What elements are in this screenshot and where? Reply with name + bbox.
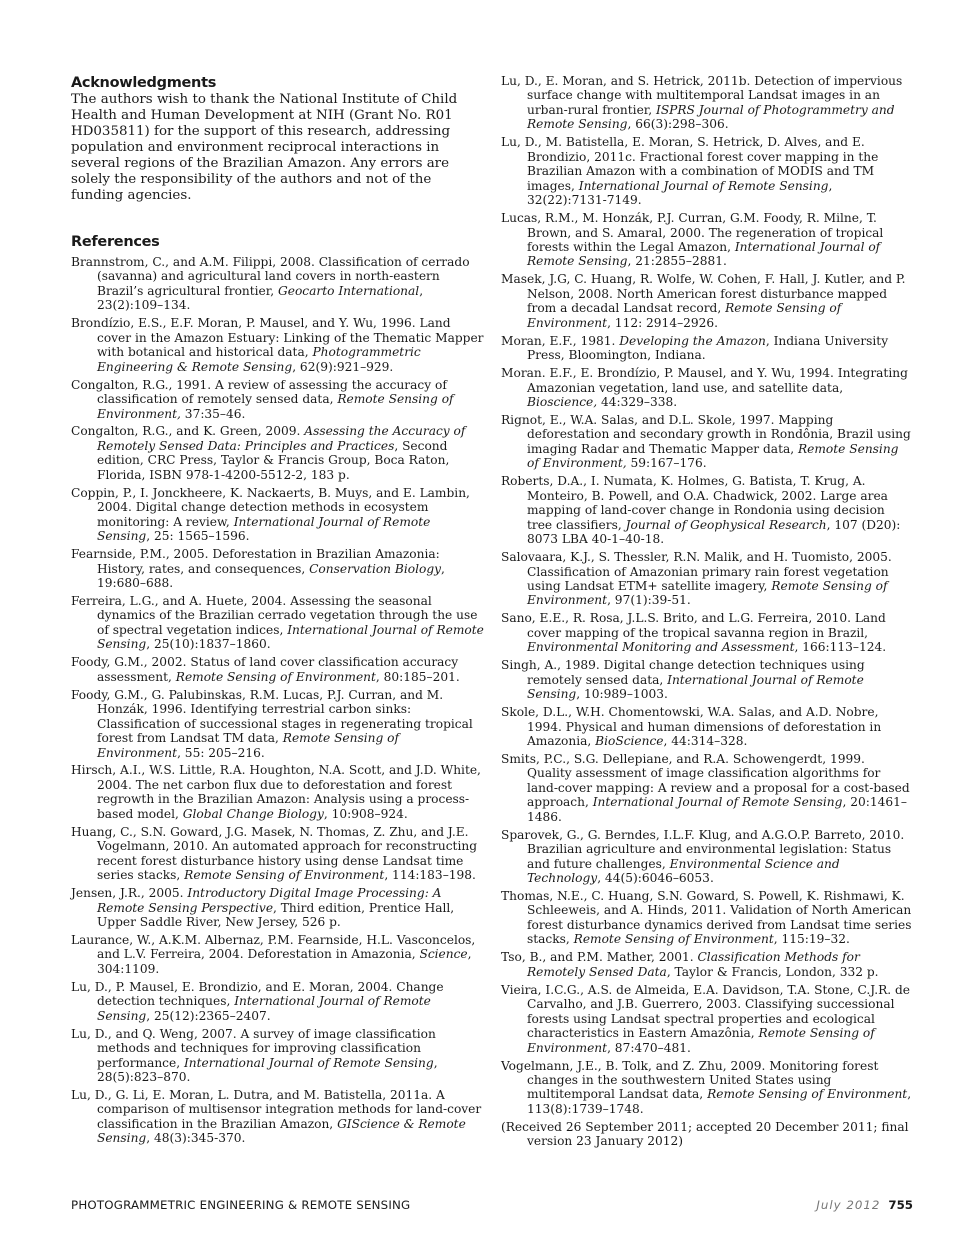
reference-text: Moran, E.F., 1981.	[501, 333, 620, 348]
reference-source: International Journal of Remote Sensing	[527, 239, 881, 269]
reference-text: Coppin, P., I. Jonckheere, K. Nackaerts, B. Muys, and E. Lambin, 2004. Digital change detection methods in ecosystem monitoring: A review,	[71, 485, 470, 529]
reference-text: Lu, D., E. Moran, and S. Hetrick, 2011b. Detection of impervious surface change with multitemporal Landsat images in an urban-rural frontier,	[501, 74, 903, 117]
reference-source: Remote Sensing of Environment	[707, 1087, 908, 1102]
reference-details: , 48(3):345-370.	[146, 1131, 246, 1146]
reference-item	[71, 1027, 485, 1085]
reference-source: Journal of Geophysical Research	[625, 517, 827, 532]
reference-item	[501, 135, 913, 207]
reference-text: Vogelmann, J.E., B. Tolk, and Z. Zhu, 2009. Monitoring forest changes in the southwestern United States using multitemporal Landsat data,	[501, 1058, 879, 1102]
reference-details: , 80:185–201.	[375, 669, 460, 684]
reference-item	[71, 1088, 485, 1146]
reference-details: 59:167–176.	[626, 456, 707, 471]
reference-source: International Journal of Remote Sensing	[183, 1055, 434, 1070]
reference-text: Congalton, R.G., and K. Green, 2009.	[71, 424, 305, 439]
reference-source: ISPRS Journal of Photogrammetry and Remote Sensing	[527, 102, 895, 132]
reference-item	[501, 889, 913, 947]
reference-details: , 66(3):298–306.	[627, 117, 729, 132]
reference-text: Thomas, N.E., C. Huang, S.N. Goward, S. Powell, K. Rishmawi, K. Schleeweis, and A. Hinds, 2011. Validation of North American forest disturbance dynamics derived from Landsat time series stacks,	[501, 889, 912, 947]
reference-item	[71, 594, 485, 652]
reference-details: , 25(10):1837–1860.	[146, 637, 271, 652]
reference-item	[71, 825, 485, 883]
reference-details: , 112: 2914–2926.	[607, 315, 719, 330]
reference-source: Bioscience,	[527, 395, 598, 410]
page-number: 755	[888, 1198, 913, 1212]
reference-item	[71, 655, 485, 684]
reference-source: Remote Sensing of Environment	[573, 932, 774, 947]
reference-source: International Journal of Remote Sensing	[97, 994, 431, 1023]
reference-source: Classification Methods for Remotely Sensed Data	[527, 950, 860, 979]
reference-details: , 97(1):39-51.	[607, 593, 691, 608]
reference-item	[501, 272, 913, 330]
reference-item	[71, 886, 485, 929]
reference-source: International Journal of Remote Sensing	[97, 514, 431, 544]
reference-source: International Journal of Remote Sensing	[527, 672, 864, 702]
reference-details: , 28(5):823–870.	[97, 1055, 438, 1085]
reference-text: Roberts, D.A., I. Numata, K. Holmes, G. Batista, T. Krug, A. Monteiro, B. Powell, and O.A. Chadwick, 2002. Large area mapping of land-cover change in Rondonia using decision tree classifiers,	[501, 474, 888, 532]
reference-details: , 87:470–481.	[607, 1040, 691, 1055]
reference-item	[501, 74, 913, 132]
reference-source: Remote Sensing of Environment	[527, 1026, 875, 1055]
reference-item	[501, 413, 913, 471]
acknowledgments-heading: Acknowledgments	[71, 75, 217, 91]
reference-text: Rignot, E., W.A. Salas, and D.L. Skole, 1997. Mapping deforestation and secondary growth in Rondônia, Brazil using imaging Radar and Thematic Mapper data,	[501, 412, 911, 456]
reference-list-right	[501, 74, 913, 1116]
reference-text: Brannstrom, C., and A.M. Filippi, 2008. Classification of cerrado (savanna) and agricultural land covers in north-eastern Brazil’s agricultural frontier,	[71, 255, 470, 298]
footer-date: July 2012	[816, 1198, 881, 1212]
reference-details: , 107 (D20): 8073 LBA 40-1–40-18.	[527, 517, 901, 547]
reference-item	[71, 980, 485, 1023]
reference-source: Remote Sensing of Environment,	[97, 392, 454, 421]
reference-item	[71, 486, 485, 544]
reference-item	[501, 705, 913, 748]
reference-source: Introductory Digital Image Processing: A Remote Sensing Perspective	[97, 886, 442, 915]
reference-source: Global Change Biology	[182, 806, 324, 821]
reference-text: Fearnside, P.M., 2005. Deforestation in Brazilian Amazonia: History, rates, and consequences,	[71, 547, 440, 576]
page-footer	[71, 1198, 913, 1218]
reference-details: , 21:2855–2881.	[627, 254, 727, 269]
reference-text: Ferreira, L.G., and A. Huete, 2004. Assessing the seasonal dynamics of the Brazilian cerrado vegetation through the use of spectral vegetation indices,	[71, 593, 478, 637]
reference-source: Science	[419, 947, 468, 962]
reference-item	[501, 828, 913, 886]
reference-text: Lu, D., P. Mausel, E. Brondizio, and E. Moran, 2004. Change detection techniques,	[71, 979, 444, 1009]
reference-source: Environmental Monitoring and Assessment	[527, 640, 795, 655]
reference-details: , 44(5):6046–6053.	[597, 871, 714, 886]
reference-item	[71, 547, 485, 590]
reference-item	[71, 763, 485, 821]
reference-source: Remote Sensing of Environment,	[527, 441, 899, 471]
reference-details: , 23(2):109–134.	[97, 283, 424, 313]
reference-item	[501, 1059, 913, 1117]
reference-source: Remote Sensing of Environment	[175, 669, 376, 684]
reference-details: , Taylor & Francis, London, 332 p.	[666, 964, 879, 979]
reference-item	[501, 950, 913, 979]
reference-source: International Journal of Remote Sensing	[97, 622, 484, 652]
reference-item	[71, 688, 485, 760]
right-column	[501, 74, 913, 1152]
reference-text: Sano, E.E., R. Rosa, J.L.S. Brito, and L.G. Ferreira, 2010. Land cover mapping of the tropical savanna region in Brazil,	[501, 611, 886, 640]
reference-text: Moran. E.F., E. Brondízio, P. Mausel, and Y. Wu, 1994. Integrating Amazonian vegetation, land use, and satellite data,	[501, 366, 908, 395]
reference-item	[501, 550, 913, 608]
reference-text: Skole, D.L., W.H. Chomentowski, W.A. Salas, and A.D. Nobre, 1994. Physical and human dimensions of deforestation in Amazonia,	[501, 705, 882, 748]
reference-item	[501, 366, 913, 409]
reference-text: Foody, G.M., G. Palubinskas, R.M. Lucas, P.J. Curran, and M. Honzák, 1996. Identifying terrestrial carbon sinks: Classification of successional stages in regenerating tropical forest from Landsat TM data,	[71, 687, 473, 746]
left-column	[71, 74, 485, 1149]
reference-item	[501, 983, 913, 1055]
reference-item	[501, 752, 913, 824]
reference-source: BioScience	[595, 733, 664, 748]
reference-item	[71, 316, 485, 374]
reference-details: , 32(22):7131-7149.	[527, 178, 833, 208]
reference-text: Singh, A., 1989. Digital change detection techniques using remotely sensed data,	[501, 658, 865, 687]
reference-item	[71, 378, 485, 421]
reference-text: Brondízio, E.S., E.F. Moran, P. Mausel, and Y. Wu, 1996. Land cover in the Amazon Estuary: Linking of the Thematic Mapper with botanical and historical data,	[71, 316, 484, 360]
reference-text: Huang, C., S.N. Goward, J.G. Masek, N. Thomas, Z. Zhu, and J.E. Vogelmann, 2010. An automated approach for reconstructing recent forest disturbance history using dense Landsat time series stacks,	[71, 824, 477, 883]
references-heading: References	[71, 234, 160, 250]
reference-source: Developing the Amazon	[619, 333, 766, 348]
reference-text: Congalton, R.G., 1991. A review of assessing the accuracy of classification of remotely sensed data,	[71, 377, 447, 407]
reference-details: , Third edition, Prentice Hall, Upper Saddle River, New Jersey, 526 p.	[97, 900, 455, 929]
reference-list-left	[71, 255, 485, 1146]
reference-source: GIScience & Remote Sensing	[97, 1116, 466, 1146]
reference-details: 37:35–46.	[180, 406, 246, 421]
reference-text: Lu, D., M. Batistella, E. Moran, S. Hetrick, D. Alves, and E. Brondizio, 2011c. Fractional forest cover mapping in the Brazilian Amazon with a combination of MODIS and TM images,	[501, 135, 879, 193]
footer-journal-name: PHOTOGRAMMETRIC ENGINEERING & REMOTE SENSING	[71, 1198, 411, 1212]
reference-details: , 10:989–1003.	[576, 687, 668, 702]
reference-item	[501, 334, 913, 363]
reference-text: Laurance, W., A.K.M. Albernaz, P.M. Fearnside, H.L. Vasconcelos, and L.V. Ferreira, 2004. Deforestation in Amazonia,	[71, 932, 476, 962]
reference-source: Conservation Biology	[309, 561, 442, 576]
reference-details: , 25: 1565–1596.	[146, 529, 250, 544]
reference-item	[71, 255, 485, 313]
reference-details: 44:329–338.	[597, 395, 678, 410]
reference-details: , 114:183–198.	[384, 868, 476, 883]
reference-details: , 10:908–924.	[323, 806, 408, 821]
reference-details: , 115:19–32.	[773, 932, 850, 947]
reference-source: Photogrammetric Engineering & Remote Sensing	[97, 345, 421, 374]
reference-source: Remote Sensing of Environment	[527, 578, 888, 608]
reference-details: , 166:113–124.	[794, 640, 887, 655]
reference-text: Foody, G.M., 2002. Status of land cover classification accuracy assessment,	[71, 655, 459, 684]
reference-text: Vieira, I.C.G., A.S. de Almeida, E.A. Davidson, T.A. Stone, C.J.R. de Carvalho, and J.B. Guerrero, 2003. Classifying successional forests using Landsat spectral properties and ecological characteristics in Eastern Amazônia,	[501, 982, 911, 1041]
reference-details: , 44:314–328.	[663, 733, 748, 748]
reference-text: Masek, J.G, C. Huang, R. Wolfe, W. Cohen, F. Hall, J. Kutler, and P. Nelson, 2008. North American forest disturbance mapped from a decadal Landsat record,	[501, 272, 906, 316]
reference-text: Lu, D., G. Li, E. Moran, L. Dutra, and M. Batistella, 2011a. A comparison of multisensor integration methods for land-cover classification in the Brazilian Amazon,	[71, 1087, 482, 1131]
reference-details: , 304:1109.	[97, 947, 472, 976]
reference-details: , Indiana University Press, Bloomington, Indiana.	[527, 333, 889, 363]
reference-text: Lu, D., and Q. Weng, 2007. A survey of image classification methods and techniques for improving classification performance,	[71, 1026, 436, 1070]
reference-details: , 55: 205–216.	[177, 745, 265, 760]
reference-source: Remote Sensing of Environment	[527, 301, 842, 330]
reference-source: International Journal of Remote Sensing	[578, 178, 829, 193]
reference-details: , 19:680–688.	[97, 561, 445, 591]
acknowledgments-text: The authors wish to thank the National Institute of Child Health and Human Development at NIH (Grant No. R01 HD035811) for the support of this research, addressing population and environment reciprocal interactions in several regions of the Brazilian Amazon. Any errors are solely the responsibility of the authors and not of the funding agencies.	[71, 92, 458, 203]
reference-details: , 62(9):921–929.	[292, 359, 394, 374]
reference-details: , 20:1461–1486.	[527, 795, 907, 824]
reference-text: Sparovek, G., G. Berndes, I.L.F. Klug, and A.G.O.P. Barreto, 2010. Brazilian agriculture and environmental legislation: Status and future challenges,	[501, 827, 905, 871]
reference-item	[501, 658, 913, 701]
reference-item	[71, 424, 485, 482]
received-note-list	[501, 1120, 913, 1149]
reference-source: Geocarto International	[278, 283, 420, 298]
reference-text: Lucas, R.M., M. Honzák, P.J. Curran, G.M. Foody, R. Milne, T. Brown, and S. Amaral, 2000. The regeneration of tropical forests within the Legal Amazon,	[501, 211, 884, 254]
received-note: (Received 26 September 2011; accepted 20 December 2011; final version 23 January 2012)	[501, 1119, 909, 1149]
reference-source: International Journal of Remote Sensing	[592, 795, 843, 810]
footer-right	[816, 1198, 913, 1212]
reference-text: Jensen, J.R., 2005.	[71, 886, 188, 901]
reference-source: Remote Sensing of Environment	[97, 731, 400, 760]
reference-item	[501, 211, 913, 269]
reference-details: , 113(8):1739–1748.	[527, 1087, 912, 1116]
reference-text: Salovaara, K.J., S. Thessler, R.N. Malik, and H. Tuomisto, 2005. Classification of Amazonian primary rain forest vegetation using Landsat ETM+ satellite imagery,	[501, 550, 892, 593]
reference-text: Hirsch, A.I., W.S. Little, R.A. Houghton, N.A. Scott, and J.D. White, 2004. The net carbon flux due to deforestation and forest regrowth in the Brazilian Amazon: Analysis using a process-based model,	[71, 763, 481, 821]
reference-item	[501, 611, 913, 654]
reference-source: Assessing the Accuracy of Remotely Sensed Data: Principles and Practices	[97, 424, 466, 453]
reference-source: Remote Sensing of Environment	[184, 868, 385, 883]
reference-source: Environmental Science and Technology	[527, 856, 840, 886]
reference-item	[501, 474, 913, 546]
reference-item	[71, 933, 485, 976]
reference-details: , Second edition, CRC Press, Taylor & Francis Group, Boca Raton, Florida, ISBN 978-1-4200-5512-2, 183 p.	[97, 438, 450, 482]
reference-text: Smits, P.C., S.G. Dellepiane, and R.A. Schowengerdt, 1999. Quality assessment of image classification algorithms for land-cover mapping: A review and a proposal for a cost-based approach,	[501, 751, 910, 810]
reference-text: Tso, B., and P.M. Mather, 2001.	[501, 950, 698, 965]
reference-details: , 25(12):2365–2407.	[146, 1008, 271, 1023]
